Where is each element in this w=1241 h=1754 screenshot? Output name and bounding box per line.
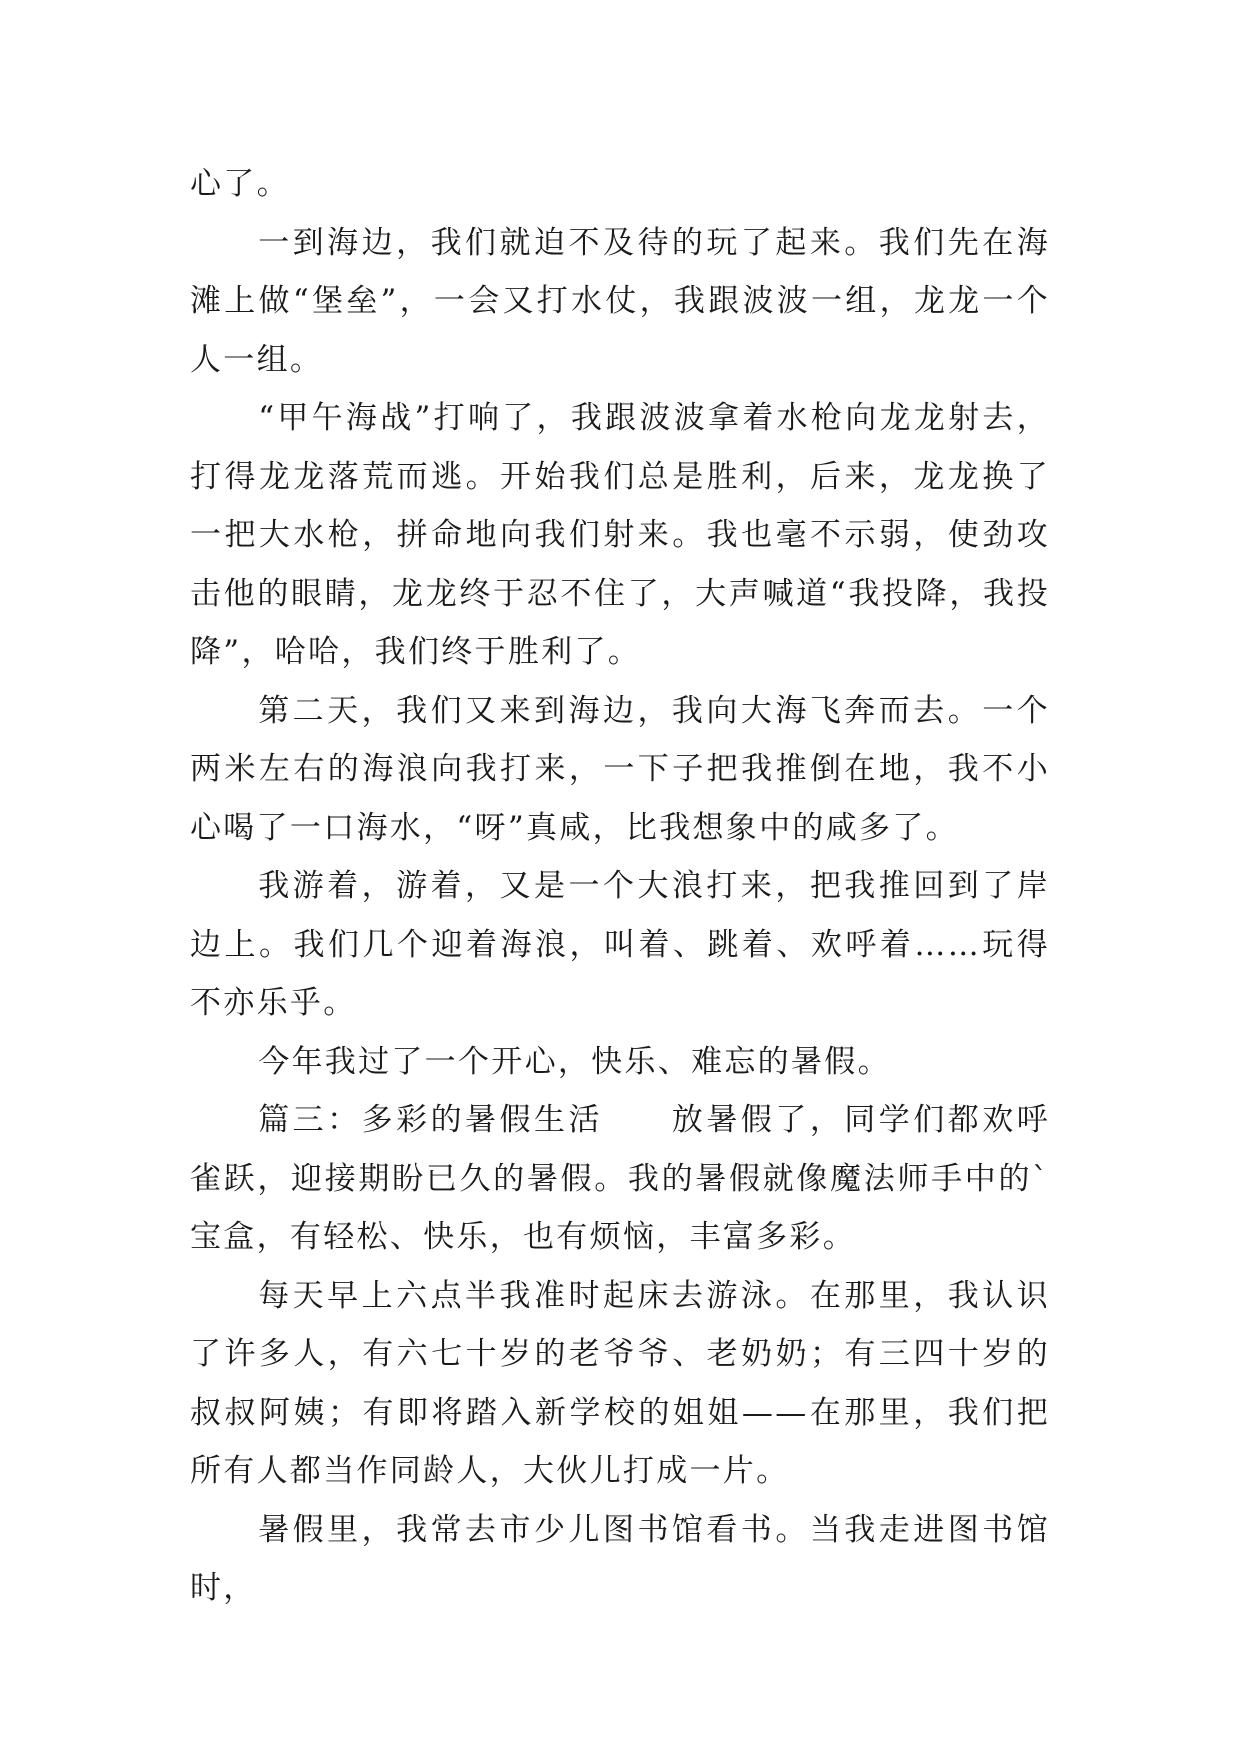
document-body [190,155,1050,1618]
paragraph: “甲午海战”打响了，我跟波波拿着水枪向龙龙射去，打得龙龙落荒而逃。开始我们总是胜利，后来，龙龙换了一把大水枪，拼命地向我们射来。我也毫不示弱，使劲攻击他的眼睛，龙龙终于忍不住了，大声喊道“我投降，我投降”，哈哈，我们终于胜利了。 [190,400,1050,670]
paragraph: 心了。 [190,166,290,202]
paragraph: 我游着，游着，又是一个大浪打来，把我推回到了岸边上。我们几个迎着海浪，叫着、跳着、欢呼着……玩得不亦乐乎。 [190,868,1050,1021]
paragraph: 一到海边，我们就迫不及待的玩了起来。我们先在海滩上做“堡垒”，一会又打水仗，我跟波波一组，龙龙一个人一组。 [190,224,1050,378]
paragraph: 每天早上六点半我准时起床去游泳。在那里，我认识了许多人，有六七十岁的老爷爷、老奶奶；有三四十岁的叔叔阿姨；有即将踏入新学校的姐姐——在那里，我们把所有人都当作同龄人，大伙儿打成一片。 [190,1277,1050,1489]
paragraph: 今年我过了一个开心，快乐、难忘的暑假。 [258,1043,891,1080]
paragraph: 第二天，我们又来到海边，我向大海飞奔而去。一个两米左右的海浪向我打来，一下子把我推倒在地，我不小心喝了一口海水，“呀”真咸，比我想象中的咸多了。 [190,692,1050,846]
paragraph: 篇三：多彩的暑假生活 放暑假了，同学们都欢呼雀跃，迎接期盼已久的暑假。我的暑假就像魔法师手中的`宝盒，有轻松、快乐，也有烦恼，丰富多彩。 [190,1102,1050,1255]
paragraph: 暑假里，我常去市少儿图书馆看书。当我走进图书馆时， [190,1511,1050,1606]
